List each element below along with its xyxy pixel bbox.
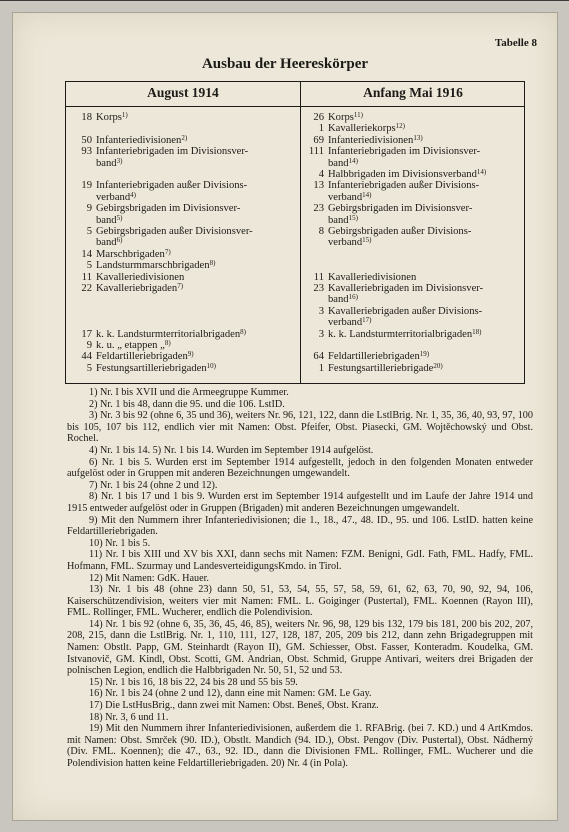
row-label-text: Gebirgsbrigaden im Divisionsver-	[328, 203, 473, 215]
footnote-ref: 16)	[348, 293, 358, 302]
footnote-ref: 17)	[362, 316, 372, 325]
row-label-text: Kavalleriedivisionen	[328, 271, 417, 283]
table-row	[74, 329, 296, 340]
footnote-ref: 8)	[240, 327, 246, 336]
footnote-ref: 13)	[413, 133, 423, 142]
row-label-text: Landsturmmarschbrigaden	[96, 260, 210, 272]
table-row	[74, 158, 296, 169]
footnote-ref: 6)	[116, 236, 123, 245]
book-page	[12, 12, 558, 821]
table-row	[306, 112, 520, 123]
row-count: 9	[86, 340, 92, 352]
row-label-text: band	[96, 157, 117, 169]
row-count: 3	[318, 328, 324, 340]
footnote: 7) Nr. 1 bis 24 (ohne 2 und 12).	[89, 479, 218, 491]
row-count: 23	[313, 203, 324, 215]
row-label-text: Halbbrigaden im Divisionsverband	[328, 169, 477, 181]
row-label	[328, 135, 520, 146]
row-gap	[74, 169, 296, 180]
table-row	[306, 272, 520, 283]
row-count: 17	[81, 328, 92, 340]
footnote: 14) Nr. 1 bis 92 (ohne 6, 35, 36, 45, 46, 85), weiters Nr. 96, 98, 129 bis 132, 179 bis 181, 200 bis 202, 207, 208, 215, dann die LstlBrig. Nr. 1, 110, 111, 127, 128, 187, 205, 209 bis 212, dann zehn Brigadegruppen mit Namen: Obstlt. Papp, GM. Steinhardt (Rayon II), GM. Schiesser, Obst. Fasser, Konteradm. Koudelka, GM. Istvanovič, GM. Kindl, Obst. Scotti, GM. Andrian, Obst. Schmid, Gruppe Antivari, weiters drei Brigaden der polnischen Legion, endlich die Halbbrigaden Nr. 50, 51, 52 und 53.	[67, 618, 533, 677]
row-count: 18	[81, 112, 92, 123]
row-count: 5	[86, 226, 92, 238]
footnote: 13) Nr. 1 bis 48 (ohne 23) dann 50, 51, 53, 54, 55, 57, 58, 59, 61, 62, 63, 70, 90, 92, 94, 106, Kaiserschützendivision, weiters vier mit Namen: FML. L. Goiginger (Pustertal), FML. Koennen (Rayon III), FML. Rollinger, FML. Wucherer, endlich die Polendivision.	[67, 584, 533, 619]
footnote-ref: 4)	[130, 190, 136, 199]
row-label	[328, 363, 520, 374]
row-gap	[74, 306, 296, 317]
row-count: 4	[318, 169, 324, 181]
row-count: 8	[318, 226, 324, 238]
footnote-ref: 8)	[209, 259, 216, 268]
footnote: 10) Nr. 1 bis 5.	[89, 537, 151, 549]
row-count: 23	[313, 283, 324, 295]
table-row	[306, 329, 520, 340]
table-row	[306, 306, 520, 317]
row-label-text: Infanteriedivisionen	[328, 134, 414, 146]
row-gap	[306, 260, 520, 271]
table-row	[306, 363, 520, 374]
table-row	[74, 226, 296, 237]
row-label-text: band	[328, 214, 349, 226]
footnote-ref: 14)	[348, 156, 358, 165]
row-label	[328, 272, 520, 283]
row-label-text: Kavalleriekorps	[328, 123, 396, 135]
footnote-ref: 18)	[472, 327, 482, 336]
footnote: 1) Nr. I bis XVII und die Armeegruppe Kummer.	[89, 387, 289, 398]
row-label	[328, 237, 520, 248]
row-label	[96, 192, 296, 203]
row-label-text: Feldartilleriebrigaden	[328, 351, 420, 363]
row-label-text: Infanteriebrigaden außer Divisions-	[328, 180, 480, 192]
footnote: 6) Nr. 1 bis 5. Wurden erst im September 1914 aufgestellt, jedoch in den folgenden Monaten entweder aufgelöst oder in Gruppen mit anderen Bezeichnungen umgewandelt.	[67, 456, 533, 480]
footnote-ref: 14)	[362, 190, 372, 199]
table-row	[306, 215, 520, 226]
row-count: 1	[318, 123, 324, 135]
table-row	[306, 146, 520, 157]
row-label	[96, 226, 296, 237]
row-label	[96, 340, 296, 351]
footnote: 17) Die LstHusBrig., dann zwei mit Namen: Obst. Beneš, Obst. Kranz.	[89, 700, 379, 712]
table-row	[306, 226, 520, 237]
footnote-ref: 5)	[116, 213, 123, 222]
row-count: 1	[318, 362, 324, 374]
table-row	[306, 351, 520, 362]
row-label	[96, 329, 296, 340]
footnote-ref: 7)	[177, 282, 184, 291]
footnote: 9) Mit den Nummern ihrer Infanteriedivisionen; die 1., 18., 47., 48. ID., 95. und 106. LstID. hatten keine Feldartilleriebrigaden.	[67, 514, 533, 538]
table-row	[74, 249, 296, 260]
row-count	[306, 215, 328, 226]
row-label	[96, 249, 296, 260]
table-row	[74, 146, 296, 157]
row-count: 3	[318, 305, 324, 317]
row-count: 14	[81, 248, 92, 260]
comparison-table	[65, 81, 525, 384]
row-count: 13	[313, 180, 324, 192]
row-count	[306, 192, 328, 203]
table-row	[74, 363, 296, 374]
table-row	[306, 203, 520, 214]
column-header-august-1914: August 1914	[147, 85, 219, 100]
row-label	[96, 260, 296, 271]
table-row	[74, 340, 296, 351]
row-count: 26	[313, 112, 324, 123]
row-label-text: k. u. „ etappen „	[96, 340, 165, 352]
row-count	[74, 215, 96, 226]
row-label-text: Kavalleriebrigaden außer Divisions-	[328, 305, 483, 317]
footnote: 8) Nr. 1 bis 17 und 1 bis 9. Wurden erst im September 1914 aufgestellt und im Laufe der Jahre 1914 und 1915 entweder aufgelöst oder in Gruppen (Brigaden) mit anderen Bezeichnungen umgewandelt.	[67, 491, 533, 514]
row-count: 9	[86, 203, 92, 215]
row-label-text: Infanteriedivisionen	[96, 134, 182, 146]
row-label	[96, 112, 296, 123]
row-count: 19	[81, 180, 92, 192]
table-row	[74, 203, 296, 214]
row-label-text: k. k. Landsturmterritorialbrigaden	[328, 328, 473, 340]
table-row	[74, 112, 296, 123]
row-count: 64	[313, 351, 324, 363]
row-label-text: Festungsartilleriebrigaden	[96, 362, 207, 374]
table-row	[74, 283, 296, 294]
row-count: 69	[313, 134, 324, 146]
row-label	[328, 180, 520, 191]
row-label-text: Infanteriebrigaden im Divisionsver-	[328, 146, 481, 158]
footnote: 15) Nr. 1 bis 16, 18 bis 22, 24 bis 28 und 55 bis 59.	[89, 676, 298, 688]
row-count	[74, 192, 96, 203]
footnote-ref: 15)	[348, 213, 358, 222]
row-count	[306, 237, 328, 248]
row-label	[328, 123, 520, 134]
row-label	[328, 112, 520, 123]
row-count: 11	[81, 271, 92, 283]
row-label-text: verband	[328, 191, 363, 203]
table-row	[306, 237, 520, 248]
row-count: 111	[308, 146, 324, 158]
footnote-ref: 12)	[395, 122, 405, 131]
row-label	[96, 272, 296, 283]
row-label-text: Infanteriebrigaden im Divisionsver-	[96, 146, 249, 158]
footnote-ref: 7)	[164, 247, 171, 256]
row-label-text: Kavalleriebrigaden im Divisionsver-	[328, 283, 484, 295]
row-gap	[306, 249, 520, 260]
footnote-ref: 2)	[181, 133, 188, 142]
footnote: 2) Nr. 1 bis 48, dann die 95. und die 106. LstID.	[89, 398, 285, 410]
table-row	[74, 215, 296, 226]
row-count: 5	[86, 260, 92, 272]
table-row	[306, 192, 520, 203]
row-label	[96, 146, 296, 157]
row-label-text: Festungsartilleriebrigade	[328, 362, 434, 374]
table-row	[74, 135, 296, 146]
row-gap	[74, 294, 296, 305]
footnote-ref: 3)	[116, 156, 123, 165]
row-label-text: Gebirgsbrigaden außer Divisions-	[328, 226, 472, 238]
page-title: Ausbau der Heereskörper	[201, 56, 369, 72]
footnote-ref: 11)	[353, 111, 363, 119]
row-gap	[306, 340, 520, 351]
row-label-text: Feldartilleriebrigaden	[96, 351, 188, 363]
row-count	[306, 158, 328, 169]
column-header-may-1916: Anfang Mai 1916	[363, 85, 463, 100]
row-label-text: band	[96, 214, 117, 226]
row-label	[328, 169, 520, 180]
row-label	[328, 317, 520, 328]
footnote: 4) Nr. 1 bis 14. 5) Nr. 1 bis 14. Wurden im September 1914 aufgelöst.	[89, 444, 374, 456]
row-label-text: k. k. Landsturmterritorialbrigaden	[96, 328, 241, 340]
row-count: 5	[86, 362, 92, 374]
row-count	[306, 294, 328, 305]
footnote-ref: 14)	[476, 168, 487, 177]
table-row	[74, 272, 296, 283]
row-label	[96, 203, 296, 214]
table-row	[306, 180, 520, 191]
row-label	[328, 351, 520, 362]
row-label	[96, 215, 296, 226]
footnote-ref: 19)	[419, 350, 430, 359]
table-header	[66, 82, 524, 107]
row-count: 93	[81, 146, 92, 158]
table-row	[306, 294, 520, 305]
table-row	[306, 317, 520, 328]
footnote: 19) Mit den Nummern ihrer Infanteriedivisionen, außerdem die 1. RFABrig. (bei 7. KD.) und 4 ArtKmdos. mit Namen: Obst. Smrček (90. ID.), Obstlt. Mandich (94. ID.), Obst. Pengov (Div. Pustertal), Obst. Nádherný (Div. FML. Koennen); die 47., 63., 92. ID., dann die Divisionen FML. Rollinger, FML. Wucherer und die Polendivision hatten keine Feldartilleriebrigaden. 20) Nr. 4 (in Pola).	[67, 723, 533, 769]
row-label	[96, 158, 296, 169]
footnote: 3) Nr. 3 bis 92 (ohne 6, 35 und 36), weiters Nr. 96, 121, 122, dann die LstlBrig. Nr. 1, 35, 36, 40, 93, 97, 100 bis 105, 107 bis 112, endlich vier mit Namen: Obst. Pfeifer, Obst. Piasecki, GM. Wojtěchowský und Obst. Rochel.	[67, 410, 533, 445]
row-label	[96, 283, 296, 294]
table-row	[74, 237, 296, 248]
row-label	[96, 351, 296, 362]
row-label-text: Marschbrigaden	[96, 248, 165, 260]
row-label-text: Gebirgsbrigaden im Divisionsver-	[96, 203, 241, 215]
row-count: 11	[313, 271, 324, 283]
footnote: 16) Nr. 1 bis 24 (ohne 2 und 12), dann eine mit Namen: GM. Le Gay.	[89, 688, 372, 700]
footnote-ref: 10)	[206, 361, 216, 370]
row-count: 50	[81, 134, 92, 146]
row-label-text: verband	[328, 237, 363, 249]
row-count: 44	[81, 351, 92, 363]
footnote-ref: 1)	[121, 111, 128, 119]
row-label-text: verband	[96, 191, 131, 203]
row-label-text: Korps	[328, 112, 354, 123]
row-label	[328, 158, 520, 169]
left-column	[74, 112, 296, 374]
column-divider	[300, 82, 301, 383]
footnote-ref: 15)	[362, 236, 372, 245]
row-label	[328, 226, 520, 237]
row-label-text: verband	[328, 317, 363, 329]
row-count	[74, 237, 96, 248]
row-label	[328, 192, 520, 203]
footnotes	[67, 387, 533, 770]
row-label	[328, 329, 520, 340]
table-row	[306, 135, 520, 146]
row-label	[328, 215, 520, 226]
row-gap	[74, 317, 296, 328]
row-label	[96, 363, 296, 374]
row-count	[74, 158, 96, 169]
row-label-text: band	[328, 157, 349, 169]
row-label-text: band	[328, 294, 349, 306]
table-row	[74, 192, 296, 203]
right-column	[306, 112, 520, 374]
row-count	[306, 317, 328, 328]
row-label	[96, 180, 296, 191]
row-label	[328, 294, 520, 305]
row-label-text: Infanteriebrigaden außer Divisions-	[96, 180, 248, 192]
table-row	[74, 180, 296, 191]
footnote: 18) Nr. 3, 6 und 11.	[89, 711, 169, 723]
footnote: 11) Nr. I bis XIII und XV bis XXI, dann sechs mit Namen: FZM. Benigni, GdI. Fath, FML. Hadfy, FML. Hofmann, FML. Szurmay und LandesverteidigungsKmdo. in Tirol.	[67, 549, 533, 572]
row-label	[328, 306, 520, 317]
table-row	[306, 283, 520, 294]
row-label-text: Gebirgsbrigaden außer Divisionsver-	[96, 226, 253, 238]
footnote: 12) Mit Namen: GdK. Hauer.	[89, 572, 209, 584]
table-row	[74, 351, 296, 362]
row-label-text: Kavalleriedivisionen	[96, 271, 185, 283]
table-row	[74, 260, 296, 271]
row-label-text: Kavalleriebrigaden	[96, 283, 178, 295]
footnote-ref: 9)	[187, 350, 194, 359]
footnote-ref: 20)	[433, 361, 443, 370]
row-label	[96, 237, 296, 248]
footnote-ref: 8)	[164, 339, 171, 348]
table-row	[306, 158, 520, 169]
row-label	[96, 135, 296, 146]
row-count: 22	[81, 283, 92, 295]
row-label-text: Korps	[96, 112, 122, 123]
table-row	[306, 169, 520, 180]
table-number: Tabelle 8	[494, 37, 537, 49]
row-label-text: band	[96, 237, 117, 249]
